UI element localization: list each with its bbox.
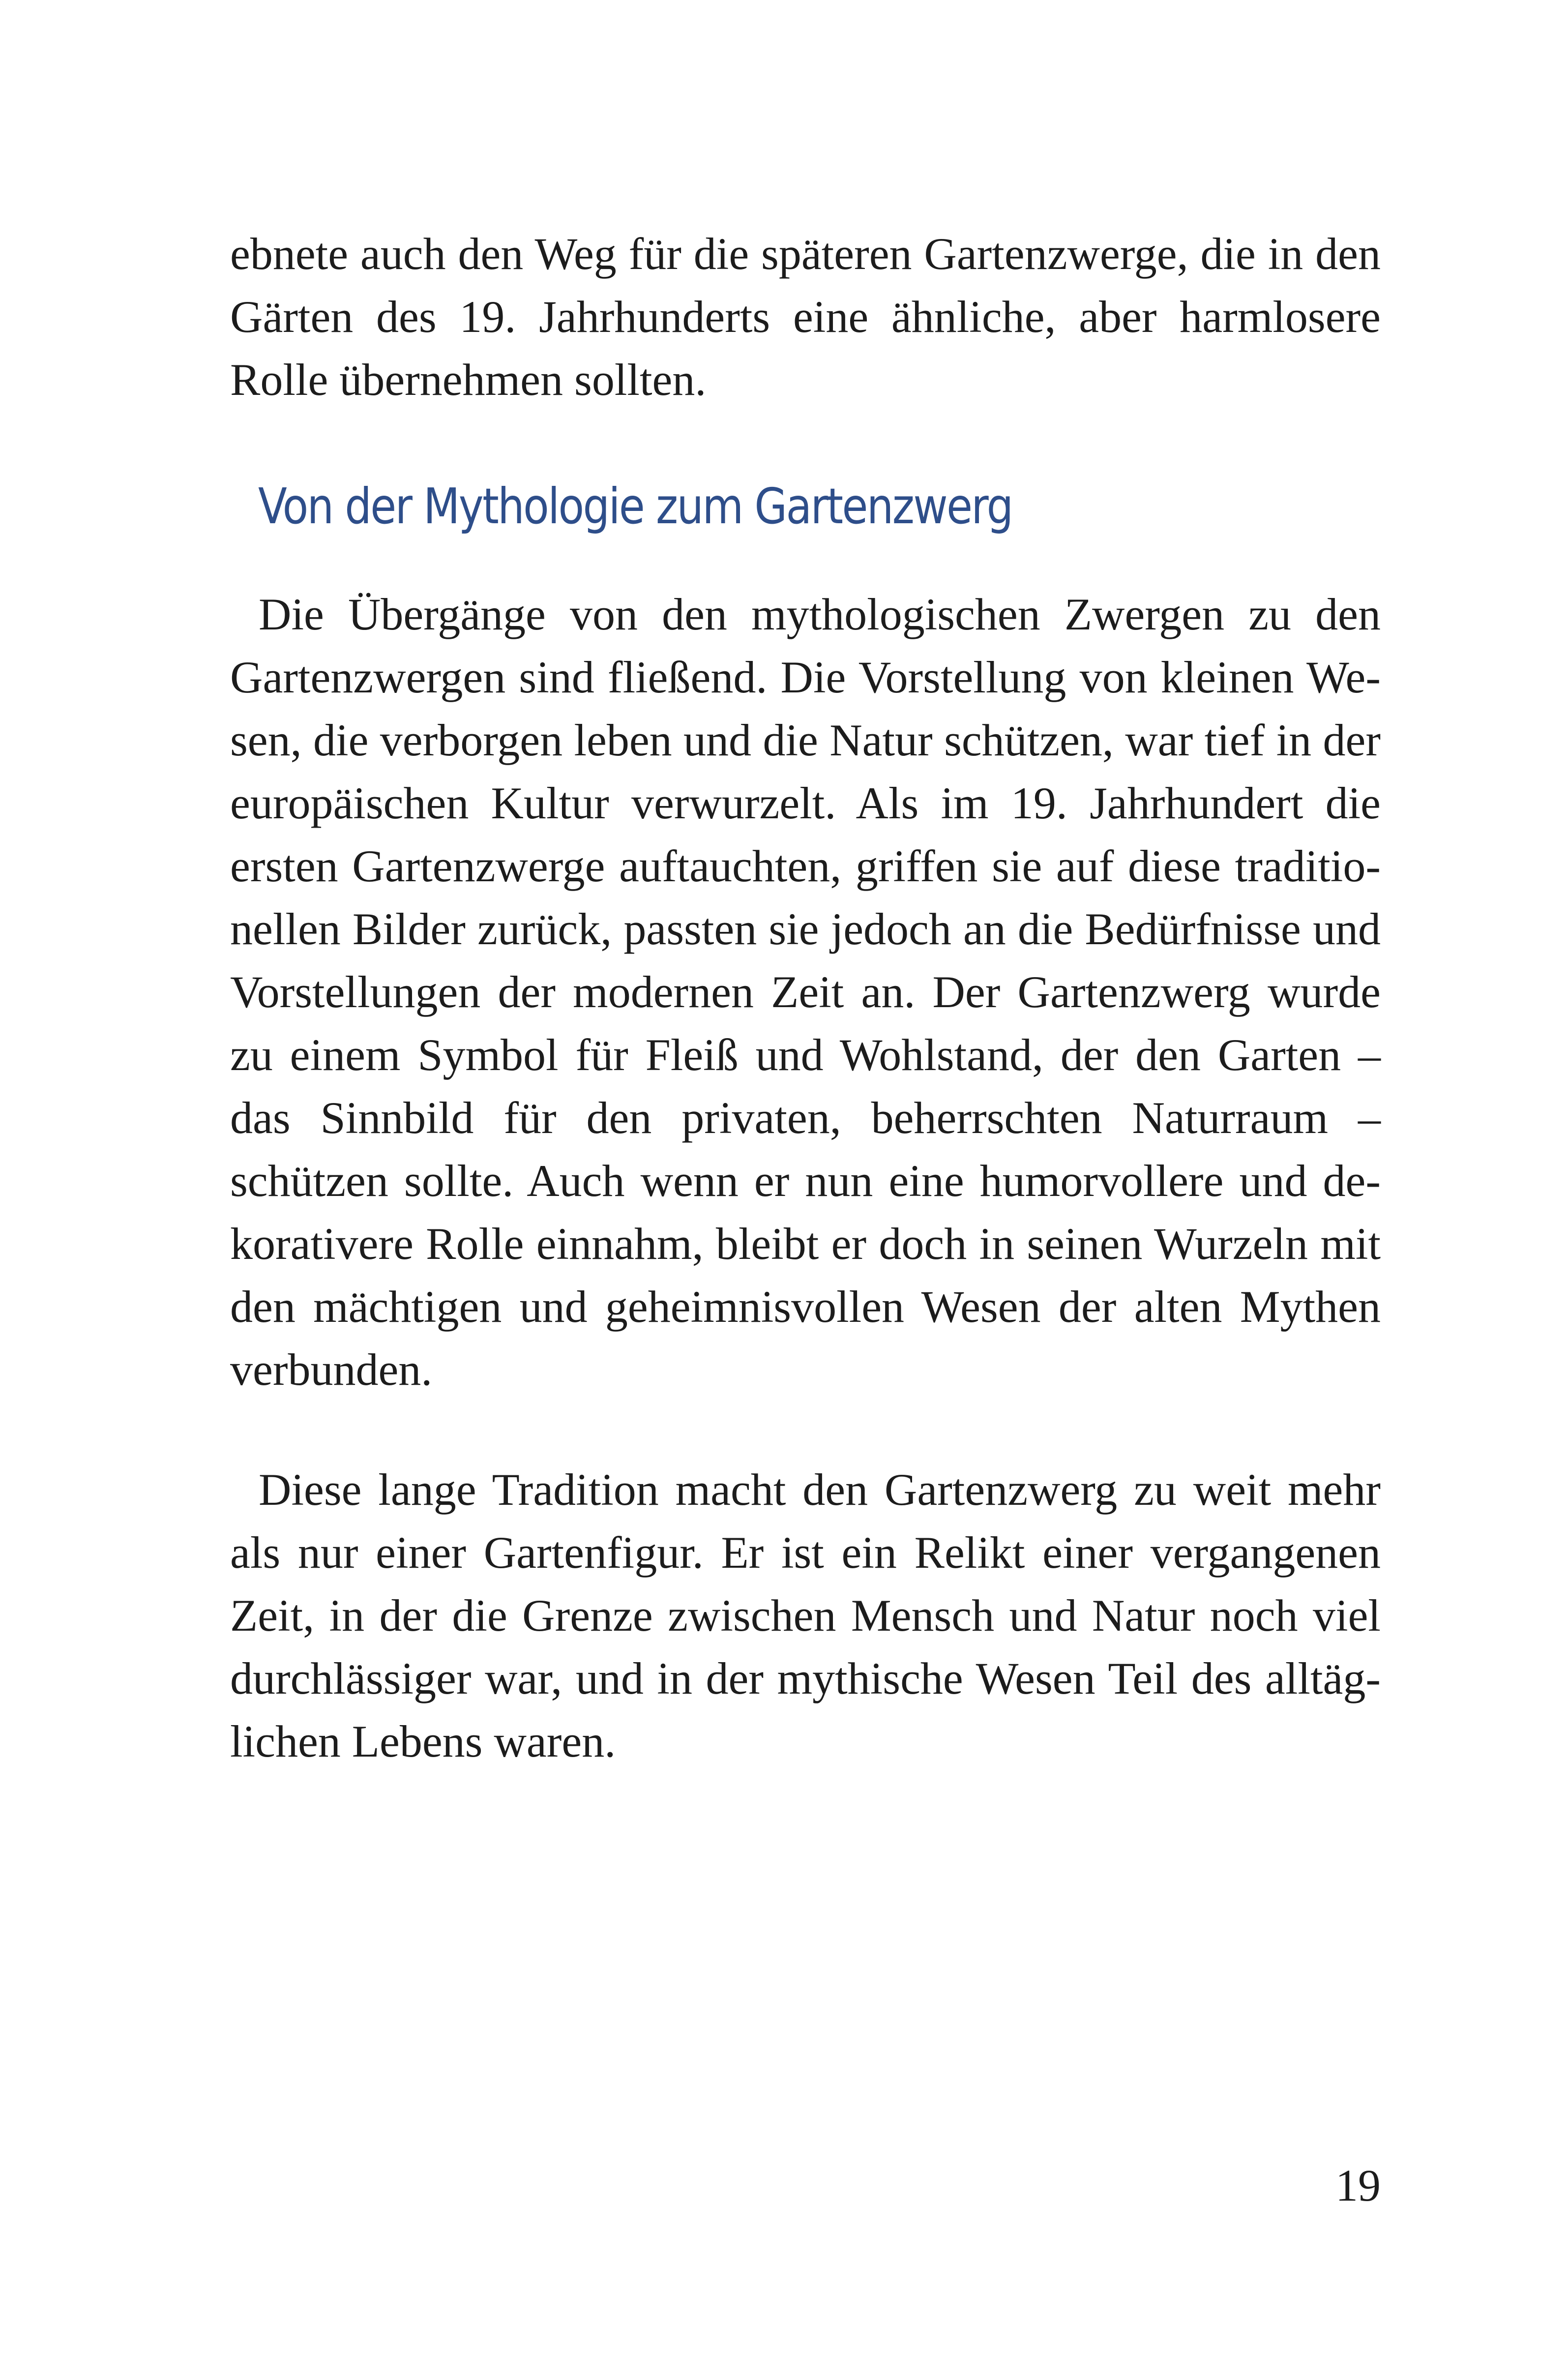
paragraph-text: ebnete auch den Weg für die späteren Gartenzwerge, die in den Gärten des 19. Jahrhunderts eine ähnliche, aber harmlosere Rolle übernehmen sollten. bbox=[230, 229, 1381, 405]
continued-paragraph bbox=[230, 222, 1381, 411]
paragraph-text: Die Übergänge von den mythologischen Zwergen zu den Gartenzwergen sind fließend. Die Vorstellung von kleinen Wesen, die verborgen leben und die Natur schützen, war tief in der europäischen Kultur verwurzelt. Als im 19. Jahrhundert die ersten Gartenzwerge auftauchten, griffen sie auf diese traditionellen Bilder zurück, passten sie jedoch an die Bedürfnisse und Vorstellungen der modernen Zeit an. Der Gartenzwerg wurde zu einem Symbol für Fleiß und Wohlstand, der den Garten – das Sinnbild für den privaten, beherrschten Naturraum – schützen sollte. Auch wenn er nun eine humorvollere und dekorativere Rolle einnahm, bleibt er doch in seinen Wurzeln mit den mächtigen und geheimnisvollen Wesen der alten Mythen verbunden. bbox=[230, 589, 1381, 1395]
paragraph-text: Diese lange Tradition macht den Gartenzwerg zu weit mehr als nur einer Gartenfigur. Er ist ein Relikt einer vergangenen Zeit, in der die Grenze zwischen Mensch und Natur noch viel durchlässiger war, und in der mythische Wesen Teil des alltäglichen Lebens waren. bbox=[230, 1464, 1381, 1766]
section-heading: Von der Mythologie zum Gartenzwerg bbox=[258, 478, 1012, 535]
section-paragraph-1 bbox=[230, 583, 1381, 1401]
section-paragraph-2 bbox=[230, 1458, 1381, 1773]
page-number: 19 bbox=[1335, 2160, 1381, 2210]
